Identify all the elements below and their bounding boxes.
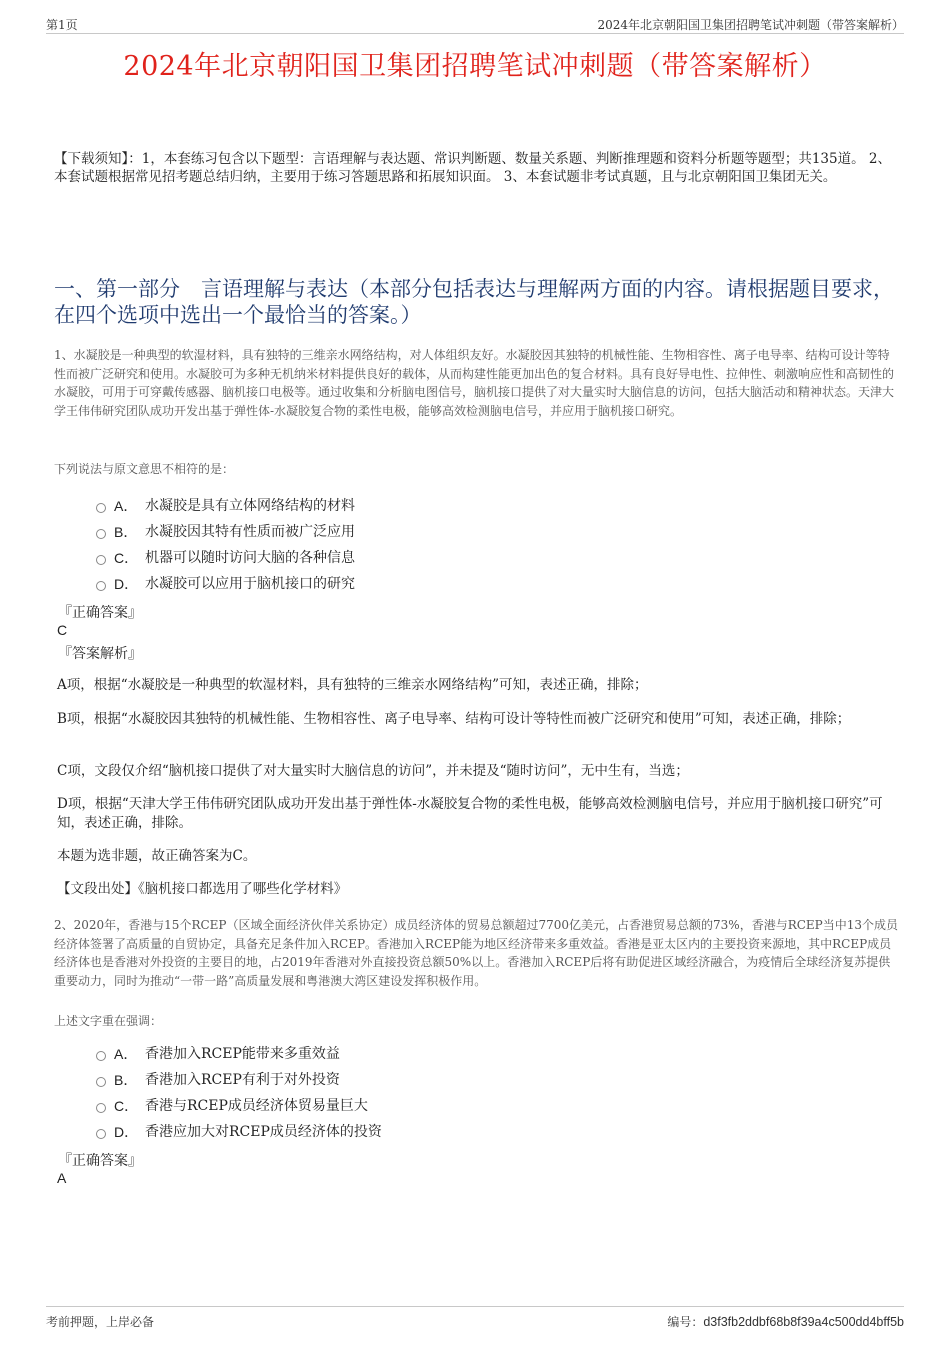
section-heading: 一、第一部分 言语理解与表达（本部分包括表达与理解两方面的内容。请根据题目要求，在四个选项中选出一个最恰当的答案。） <box>54 277 894 327</box>
radio-button-icon[interactable] <box>96 503 106 513</box>
radio-button-icon[interactable] <box>96 581 106 591</box>
correct-answer: C <box>57 622 68 638</box>
analysis-conclusion: 本题为选非题，故正确答案为C。 <box>57 848 257 864</box>
option-letter: B． <box>114 524 138 540</box>
option-text: 香港与RCEP成员经济体贸易量巨大 <box>145 1098 368 1114</box>
radio-button-icon[interactable] <box>96 1129 106 1139</box>
option-letter: A． <box>114 498 138 514</box>
analysis-c: C项，文段仅介绍“脑机接口提供了对大量实时大脑信息的访问”，并未提及“随时访问”，无中生有，当选； <box>57 763 689 779</box>
question-2-prompt: 上述文字重在强调： <box>54 1014 163 1028</box>
option-letter: C． <box>114 1098 139 1114</box>
option-a[interactable] <box>96 1041 796 1067</box>
download-notice: 【下载须知】：1，本套练习包含以下题型：言语理解与表达题、常识判断题、数量关系题、判断推理题和资料分析题等题型；共135道。 2、本套试题根据常见招考题总结归纳，主要用于练习答题思路和拓展知识面。 3、本套试题非考试真题，且与北京朝阳国卫集团无关。 <box>54 151 891 185</box>
option-b[interactable] <box>96 1067 796 1093</box>
passage-source: 【文段出处】《脑机接口都选用了哪些化学材料》 <box>57 881 348 897</box>
option-text: 香港应加大对RCEP成员经济体的投资 <box>145 1124 382 1140</box>
code-value: d3f3fb2ddbf68b8f39a4c500dd4bff5b <box>703 1315 904 1329</box>
radio-button-icon[interactable] <box>96 555 106 565</box>
question-2-options <box>96 1041 796 1145</box>
option-letter: A． <box>114 1046 138 1062</box>
document-title: 2024年北京朝阳国卫集团招聘笔试冲刺题（带答案解析） <box>123 51 827 82</box>
page-number: 第1页 <box>46 18 78 32</box>
question-2-passage: 2、2020年，香港与15个RCEP（区域全面经济伙伴关系协定）成员经济体的贸易总额超过7700亿美元，占香港贸易总额的73%，香港与RCEP当中13个成员经济体签署了高质量的自贸协定，具备充足条件加入RCEP。香港加入RCEP能为地区经济带来多重效益。香港是亚太区内的主要投资来源地，其中RCEP成员经济体也是香港对外投资的主要目的地，占2019年香港对外直接投资总额50%以上。香港加入RCEP后将有助促进区域经济融合，为疫情后全球经济复苏提供重要动力，同时为推动“一带一路”高质量发展和粤港澳大湾区建设发挥积极作用。 <box>54 918 899 988</box>
option-a[interactable] <box>96 493 796 519</box>
option-d[interactable] <box>96 571 796 597</box>
analysis-label: 『答案解析』 <box>58 646 142 662</box>
option-c[interactable] <box>96 545 796 571</box>
option-text: 水凝胶因其特有性质而被广泛应用 <box>145 524 355 540</box>
option-text: 水凝胶可以应用于脑机接口的研究 <box>145 576 355 592</box>
radio-button-icon[interactable] <box>96 1103 106 1113</box>
radio-button-icon[interactable] <box>96 529 106 539</box>
analysis-d: D项，根据“天津大学王伟伟研究团队成功开发出基于弹性体-水凝胶复合物的柔性电极，能够高效检测脑电信号，并应用于脑机接口研究”可知，表述正确，排除。 <box>57 796 883 831</box>
option-text: 香港加入RCEP有利于对外投资 <box>145 1072 340 1088</box>
option-text: 机器可以随时访问大脑的各种信息 <box>145 550 355 566</box>
question-1-options <box>96 493 796 597</box>
correct-answer: A <box>57 1170 67 1186</box>
radio-button-icon[interactable] <box>96 1051 106 1061</box>
footer-slogan: 考前押题，上岸必备 <box>46 1315 155 1329</box>
question-1-prompt: 下列说法与原文意思不相符的是： <box>54 462 235 476</box>
page-header <box>46 14 904 34</box>
correct-answer-label: 『正确答案』 <box>58 1153 142 1169</box>
option-letter: B． <box>114 1072 138 1088</box>
code-label: 编号： <box>667 1315 704 1329</box>
option-text: 香港加入RCEP能带来多重效益 <box>145 1046 340 1062</box>
header-doc-title: 2024年北京朝阳国卫集团招聘笔试冲刺题（带答案解析） <box>597 18 904 32</box>
radio-button-icon[interactable] <box>96 1077 106 1087</box>
option-c[interactable] <box>96 1093 796 1119</box>
option-letter: D． <box>114 1124 139 1140</box>
analysis-a: A项，根据“水凝胶是一种典型的软湿材料，具有独特的三维亲水网络结构”可知，表述正确，排除； <box>57 677 648 693</box>
correct-answer-label: 『正确答案』 <box>58 605 142 621</box>
option-letter: D． <box>114 576 139 592</box>
document-code <box>667 1313 904 1330</box>
option-letter: C． <box>114 550 139 566</box>
option-text: 水凝胶是具有立体网络结构的材料 <box>145 498 355 514</box>
question-1-passage: 1、水凝胶是一种典型的软湿材料，具有独特的三维亲水网络结构，对人体组织友好。水凝胶因其独特的机械性能、生物相容性、离子电导率、结构可设计等特性而被广泛研究和使用。水凝胶可为多种无机纳米材料提供良好的载体，从而构建性能更加出色的复合材料。具有良好导电性、拉伸性、刺激响应性和高韧性的水凝胶，可用于可穿戴传感器、脑机接口电极等。通过收集和分析脑电图信号，脑机接口提供了对大量实时大脑信息的访问，包括大脑活动和精神状态。天津大学王伟伟研究团队成功开发出基于弹性体-水凝胶复合物的柔性电极，能够高效检测脑电信号，并应用于脑机接口研究。 <box>54 348 895 418</box>
option-d[interactable] <box>96 1119 796 1145</box>
analysis-b: B项，根据“水凝胶因其独特的机械性能、生物相容性、离子电导率、结构可设计等特性而被广泛研究和使用”可知，表述正确，排除； <box>57 711 851 727</box>
option-b[interactable] <box>96 519 796 545</box>
page-footer <box>46 1306 904 1330</box>
